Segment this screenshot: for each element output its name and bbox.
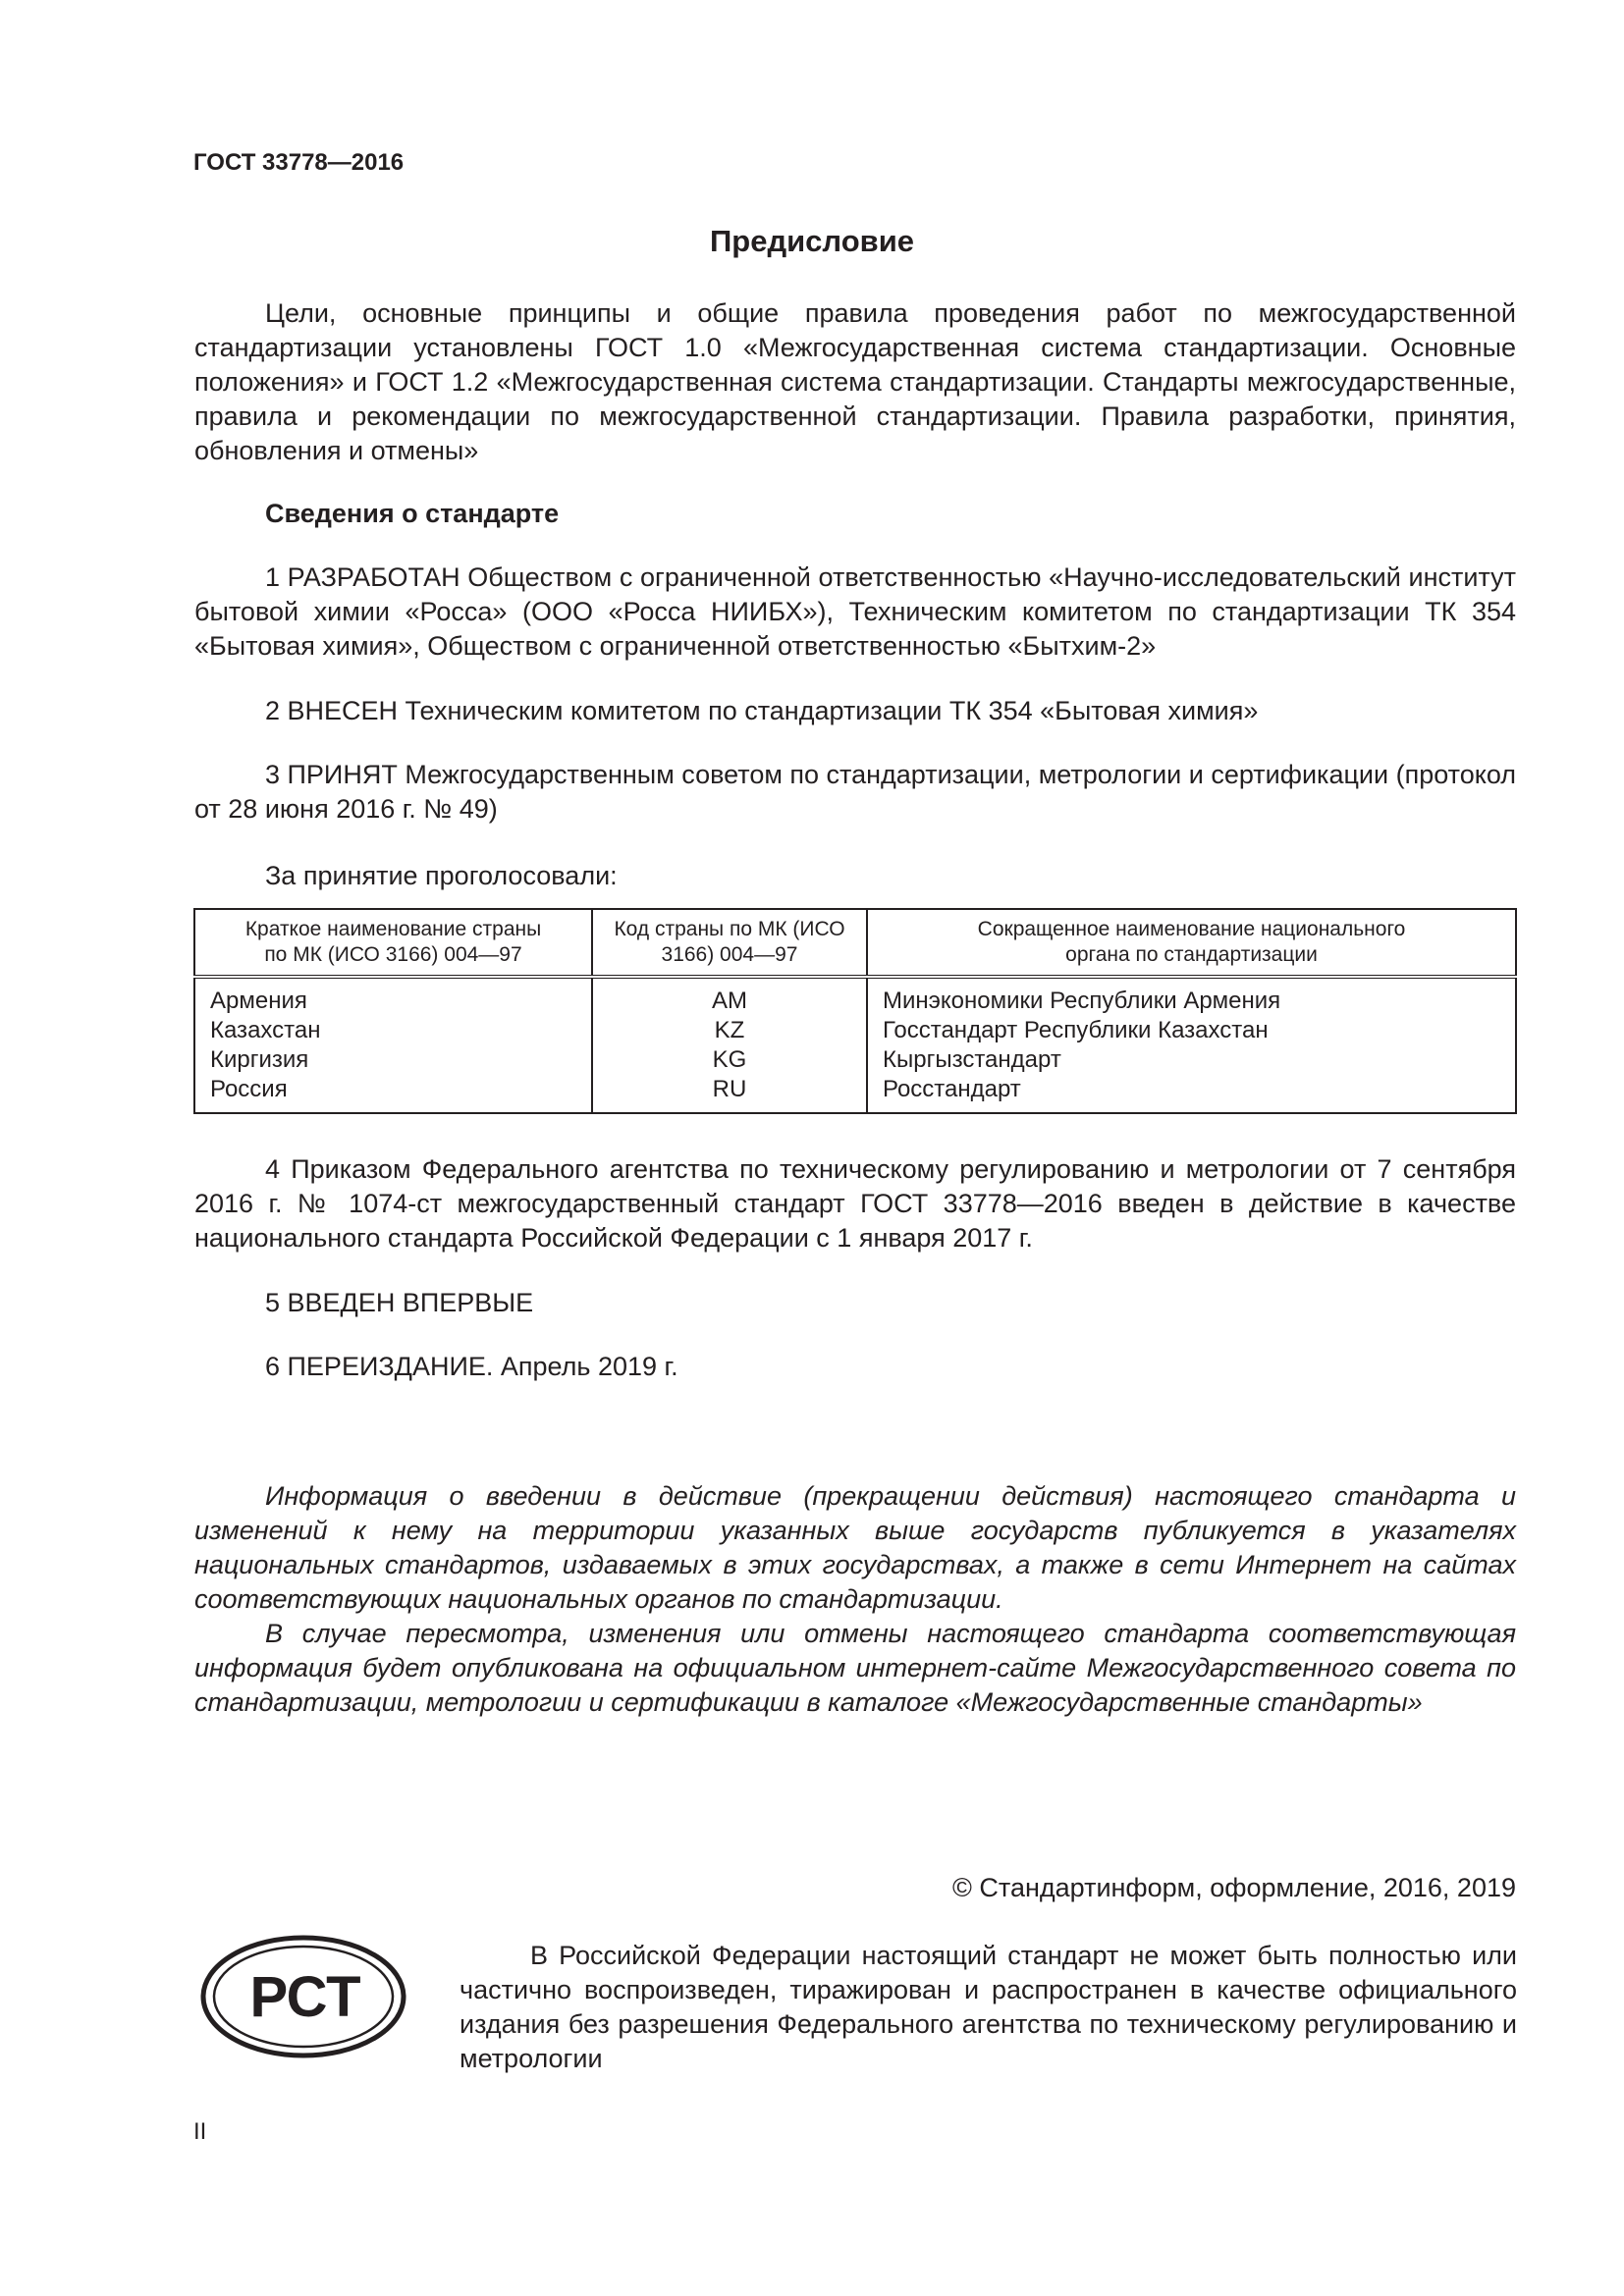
country-code: KZ xyxy=(714,1017,745,1043)
item-3-text: 3 ПРИНЯТ Межгосударственным советом по стандартизации, метрологии и сертификации (протокол от 28 июня 2016 г. № 49) xyxy=(194,760,1517,824)
item-4-text: 4 Приказом Федерального агентства по техническому регулированию и метрологии от 7 сентября 2016 г. № 1074-ст межгосударственный стандарт ГОСТ 33778—2016 введен в действие в качестве национального стандарта Российской Федерации с 1 января 2017 г. xyxy=(194,1154,1516,1253)
item-5: 5 ВВЕДЕН ВПЕРВЫЕ xyxy=(265,1288,534,1317)
item-2 xyxy=(194,694,1516,728)
copyright-line: © Стандартинформ, оформление, 2016, 2019 xyxy=(952,1873,1516,1902)
item-2-text: 2 ВНЕСЕН Техническим комитетом по стандартизации ТК 354 «Бытовая химия» xyxy=(265,696,1259,725)
table-row xyxy=(194,977,1516,1113)
body-column xyxy=(867,977,1516,1113)
rst-logo xyxy=(199,1934,407,2064)
country-code: KG xyxy=(712,1046,747,1073)
table-header-body xyxy=(867,909,1516,977)
notice-paragraph-2: В случае пересмотра, изменения или отмены настоящего стандарта соответствующая информация будет опубликована на официальном интернет-сайте Межгосударственного совета по стандартизации, метрологии и сертификации в каталоге «Межгосударственные стандарты» xyxy=(194,1619,1516,1717)
item-1-text: 1 РАЗРАБОТАН Обществом с ограниченной ответственностью «Научно-исследовательский институт бытовой химии «Росса» (ООО «Росса НИИБХ»), Техническим комитетом по стандартизации ТК 354 «Бытовая химия», Обществом с ограниченной ответственностью «Бытхим-2» xyxy=(194,562,1516,661)
rst-certification-mark-icon xyxy=(199,1934,407,2059)
code-column xyxy=(592,977,867,1113)
intro-paragraph xyxy=(194,296,1516,468)
header-country-text: Краткое наименование страны по МК (ИСО 3166) 004—97 xyxy=(244,918,542,966)
item-6: 6 ПЕРЕИЗДАНИЕ. Апрель 2019 г. xyxy=(265,1352,678,1381)
page-title: Предисловие xyxy=(709,224,914,258)
voting-table xyxy=(193,908,1517,1114)
page-number: II xyxy=(193,2118,207,2145)
standards-body: Госстандарт Республики Казахстан xyxy=(883,1017,1269,1043)
notice-paragraph-1: Информация о введении в действие (прекращении действия) настоящего стандарта и изменений к нему на территории указанных выше государств публикуется в указателях национальных стандартов, издаваемых в этих государствах, а также в сети Интернет на сайтах соответствующих национальных органов по стандартизации. xyxy=(194,1481,1516,1614)
country-name: Киргизия xyxy=(210,1046,309,1073)
standards-body: Росстандарт xyxy=(883,1076,1021,1102)
header-body-text: Сокращенное наименование национального органа по стандартизации xyxy=(977,918,1406,966)
standards-body: Кыргызстандарт xyxy=(883,1046,1061,1073)
logo-text: РСТ xyxy=(249,1965,361,2029)
item-1 xyxy=(194,561,1516,664)
votes-intro: За принятие проголосовали: xyxy=(265,861,618,890)
country-name: Казахстан xyxy=(210,1017,321,1043)
rights-notice xyxy=(460,1939,1517,2076)
header-code-text: Код страны по МК (ИСО 3166) 004—97 xyxy=(614,918,845,966)
document-header: ГОСТ 33778—2016 xyxy=(193,149,405,176)
country-name: Россия xyxy=(210,1076,288,1102)
country-name: Армения xyxy=(210,988,307,1014)
country-column xyxy=(194,977,592,1113)
section-heading: Сведения о стандарте xyxy=(265,499,560,528)
rights-text: В Российской Федерации настоящий стандарт не может быть полностью или частично воспроизведен, тиражирован и распространен в качестве официального издания без разрешения Федерального агентства по техническому регулированию и метрологии xyxy=(460,1941,1517,2073)
item-3 xyxy=(194,758,1516,827)
table-header-code xyxy=(592,909,867,977)
item-4 xyxy=(194,1152,1516,1255)
notice-block xyxy=(194,1479,1516,1720)
country-code: RU xyxy=(712,1076,747,1102)
standards-body: Минэкономики Республики Армения xyxy=(883,988,1281,1014)
intro-text: Цели, основные принципы и общие правила проведения работ по межгосударственной стандартизации установлены ГОСТ 1.0 «Межгосударственная система стандартизации. Основные положения» и ГОСТ 1.2 «Межгосударственная система стандартизации. Стандарты межгосударственные, правила и рекомендации по межгосударственной стандартизации. Правила разработки, принятия, обновления и отмены» xyxy=(194,298,1516,465)
table-header-country xyxy=(194,909,592,977)
table-header-row xyxy=(194,909,1516,977)
country-code: AM xyxy=(712,988,747,1014)
